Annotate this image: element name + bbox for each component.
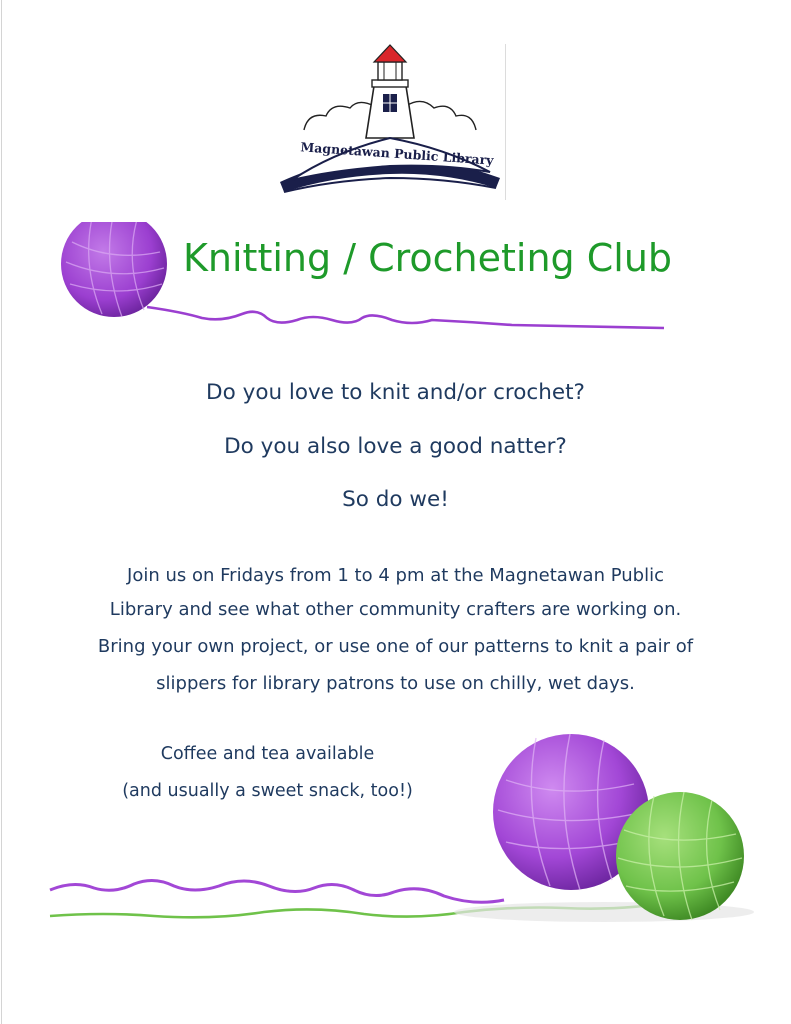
logo-text: Magnetawan Public Library: [300, 139, 494, 168]
sweet-snack-line: (and usually a sweet snack, too!): [122, 781, 413, 801]
body-line-1: Join us on Fridays from 1 to 4 pm at the Magnetawan Public: [127, 565, 664, 586]
page-edge: [1, 0, 2, 1024]
body-line-4: slippers for library patrons to use on chilly, wet days.: [156, 673, 635, 694]
body-line-3: Bring your own project, or use one of our patterns to knit a pair of: [97, 636, 694, 657]
club-title: Knitting / Crocheting Club: [183, 236, 673, 280]
logo-frame-edge: [505, 44, 506, 200]
question-natter: Do you also love a good natter?: [224, 434, 567, 459]
question-knit-crochet: Do you love to knit and/or crochet?: [206, 380, 585, 405]
lighthouse-on-open-book-icon: [274, 42, 506, 202]
so-do-we: So do we!: [342, 487, 449, 512]
yarn-balls-icon: [44, 730, 754, 930]
library-logo: [274, 42, 506, 202]
coffee-tea-line: Coffee and tea available: [160, 744, 375, 764]
body-line-2: Library and see what other community crafters are working on.: [109, 599, 682, 620]
